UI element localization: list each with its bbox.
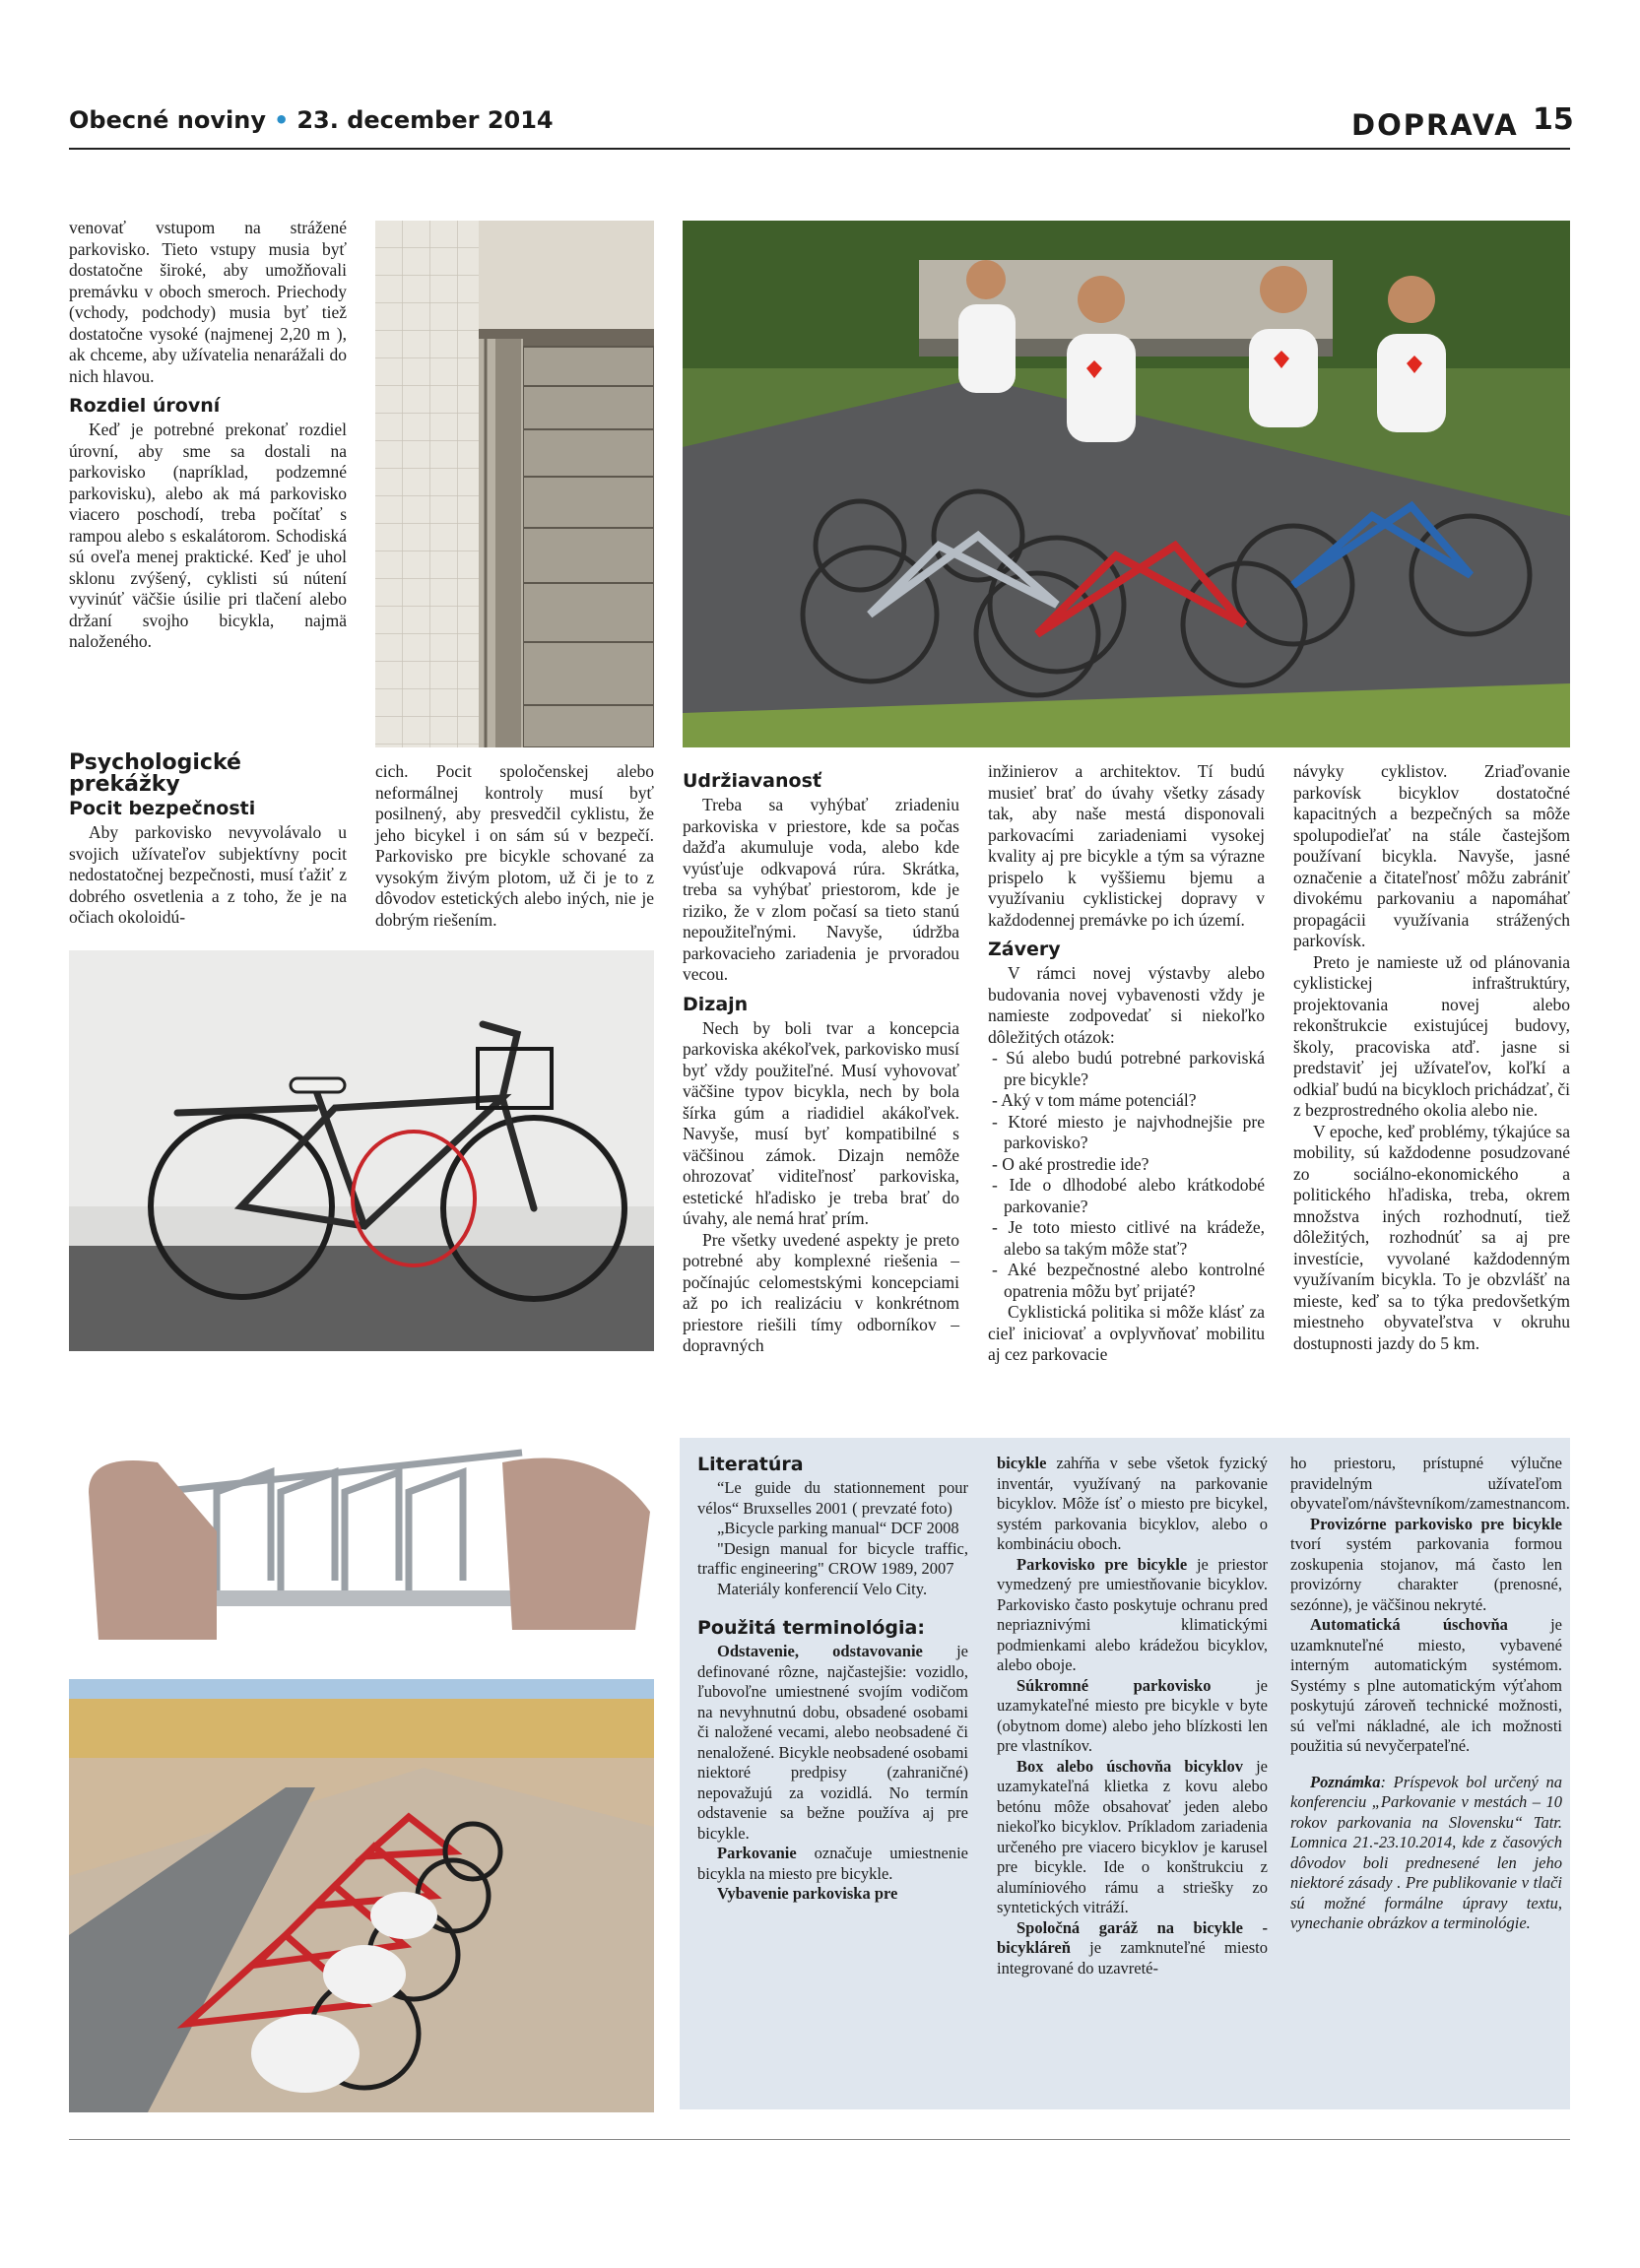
paragraph: ho priestoru, prístupné výlučne pravidelným užívateľom obyvateľom/návštevníkom/zamestnancom. xyxy=(1290,1454,1570,1513)
list-item: - Aké bezpečnostné alebo kontrolné opatrenia môžu byť prijaté? xyxy=(992,1260,1265,1301)
definition-text: označuje umiestnenie bicykla na miesto pre bicykle. xyxy=(697,1844,968,1883)
list-item: - Ide o dlhodobé alebo krátkodobé parkovanie? xyxy=(992,1175,1265,1216)
term-definition xyxy=(997,1757,1268,1918)
term-definition xyxy=(997,1676,1268,1757)
subheading-terminologia: Použitá terminológia: xyxy=(697,1617,925,1639)
term-definition xyxy=(1290,1515,1562,1616)
author-note xyxy=(1290,1773,1562,1934)
section-title: DOPRAVA xyxy=(1351,108,1519,142)
subheading-zavery: Závery xyxy=(988,939,1061,960)
term: Box alebo úschovňa bicyklov xyxy=(1017,1756,1243,1776)
subheading-udrziavanost: Udržiavanosť xyxy=(683,770,821,792)
term-definition xyxy=(1290,1615,1562,1757)
footer-rule xyxy=(69,2139,1570,2140)
photo-bike-rack xyxy=(69,1433,654,1661)
paragraph: venovať vstupom na strážené parkovisko. Tieto vstupy musia byť dostatočne široké, aby umožňovali premávku v oboch smeroch. Priechody (vchody, podchody) musia byť tiež dostatočne vysoké (najmenej 2,20 m ), ak chceme, aby užívatelia nenarážali do nich hlavou. xyxy=(69,218,347,386)
definition-text: je uzamykateľná klietka z kovu alebo betónu môže obsahovať jeden alebo niekoľko bicyklov. Príkladom zariadenia určeného pre viacero bicyklov je karusel pre bicykle. Ide o konštrukciu z alumíniového rámu a striešky zo syntetických vitráží. xyxy=(997,1756,1268,1916)
paragraph: návyky cyklistov. Zriaďovanie parkovísk bicyklov dostatočné kapacitných a bezpečných sa môže spolupodieľať na stále častejšom používaní bicykla. Navyše, jasné označenie a čitateľnosť môžu zabrániť divokému parkovaniu a napomáhať propagácii využívania strážených parkovísk. xyxy=(1293,761,1570,950)
paragraph: Pre všetky uvedené aspekty je preto potrebné aby komplexné riešenia – počínajúc celomestskými koncepciami až po ich realizáciu v konkrétnom priestore riešili tímy odborníkov – dopravných xyxy=(683,1229,959,1355)
term-definition xyxy=(997,1555,1268,1676)
questions-list xyxy=(988,1048,1265,1302)
term-definition xyxy=(697,1642,968,1844)
paragraph: inžinierov a architektov. Tí budú musieť brať do úvahy všetky zásady tak, aby naše mestá disponovali parkovacími zariadeniami vysokej kvality aj pre bicykle a tým sa výrazne prispelo k vyššiemu bjemu a využívaniu cyklistickej dopravy v každodennej premávke po ich území. xyxy=(988,761,1265,930)
note-text: : Príspevok bol určený na konferenciu „Parkovanie v mestách – 10 rokov parkovania na Slovensku“ Tatr. Lomnica 21.-23.10.2014, kde z časových dôvodov boli prednesené len jeho niektoré zásady . Pre publikovanie v tlači sú možné formálne úpravy textu, vynechanie obrázkov a terminológie. xyxy=(1290,1772,1562,1932)
paragraph: V rámci novej výstavby alebo budovania novej vybavenosti vždy je namieste zodpovedať si niekoľko dôležitých otázok: xyxy=(988,963,1265,1047)
term: Automatická úschovňa xyxy=(1310,1615,1508,1634)
column-2-psych xyxy=(375,761,654,931)
paragraph: Cyklistická politika si môže klásť za cieľ iniciovať a ovplyvňovať mobilitu aj cez parkovacie xyxy=(988,1302,1265,1364)
issue-date: 23. december 2014 xyxy=(296,106,554,134)
column-3 xyxy=(683,770,959,1357)
photo-red-public-bikes xyxy=(69,1679,654,2112)
reference: “Le guide du stationnement pour vélos“ Bruxselles 2001 ( prevzaté foto) xyxy=(697,1478,968,1518)
term-definition xyxy=(697,1884,968,1905)
term: bicykle xyxy=(997,1454,1047,1472)
definition-text: je uzamknuteľné miesto, vybavené interným automatickým systémom. Systémy s plne automatickým výťahom poskytujú zároveň technické možnosti, sú veľmi nákladné, ale ich možnosti použitia sú nevyčerpateľné. xyxy=(1290,1615,1562,1755)
paragraph: V epoche, keď problémy, týkajúce sa mobility, sú každodenne posudzované zo sociálno-ekonomického a politického hľadiska, treba, okrem množstva iných rozhodnutí, tiež dôležitých, rozhodnúť sa aj pre investície, vyvolané každodenným využívaním bicykla. To je obzvlášť na mieste, keď sa to týka predovšetkým miestneho obyvateľstva v okruhu dostupnosti jazdy do 5 km. xyxy=(1293,1121,1570,1353)
photo-cyclists xyxy=(683,221,1570,747)
term-definition xyxy=(997,1454,1268,1555)
subheading-dizajn: Dizajn xyxy=(683,993,749,1015)
sidebar-column-2 xyxy=(997,1454,1268,1978)
list-item: - Ktoré miesto je najvhodnejšie pre parkovisko? xyxy=(992,1111,1265,1152)
term: Parkovanie xyxy=(717,1844,797,1862)
term-definition xyxy=(697,1844,968,1884)
list-item: - Je toto miesto citlivé na krádeže, alebo sa takým môže stať? xyxy=(992,1217,1265,1259)
term: Odstavenie, odstavovanie xyxy=(717,1642,923,1660)
paragraph: Preto je namieste už od plánovania cyklistickej infraštruktúry, projektovania novej alebo rekonštrukcie existujúcej budovy, školy, pracoviska atď. jasne si predstaviť jej užívateľov, koľkí a odkiaľ budú na bicykloch prichádzať, či z bezprostredného okolia alebo nie. xyxy=(1293,951,1570,1120)
definition-text: je uzamykateľné miesto pre bicykle v byte (obytnom dome) alebo jeho blízkosti len pre vlastníkov. xyxy=(997,1675,1268,1755)
term: Provizórne parkovisko pre bicykle xyxy=(1310,1514,1562,1533)
definition-text: zahŕňa v sebe všetok fyzický inventár, využívaný na parkovanie bicyklov. Môže ísť o miesto pre bicykel, systém parkovania bicyklov, alebo o kombináciu oboch. xyxy=(997,1454,1268,1553)
reference: „Bicycle parking manual“ DCF 2008 xyxy=(717,1519,959,1537)
paragraph: Treba sa vyhýbať zriadeniu parkoviska v priestore, kde sa počas dažďa akumuluje voda, alebo kde vyúsťuje odkvapová rúra. Skrátka, treba sa vyhýbať priestorom, kde je riziko, že v zlom počasí sa tieto stanú nepoužiteľnými. Navyše, údržba parkovacieho zariadenia je prvoradou vecou. xyxy=(683,795,959,984)
masthead xyxy=(69,106,554,134)
paragraph: Keď je potrebné prekonať rozdiel úrovní, aby sme sa dostali na parkovisko (napríklad, podzemné parkovisku), alebo ak má parkovisko viacero poschodí, treba počítať s rampou alebo s eskalátorom. Schodiská sú oveľa menej praktické. Keď je uhol sklonu zvýšený, cyklisti sú nútení vyvinúť väčšie úsilie pri tlačení alebo držaní svojho bicykla, najmä naloženého. xyxy=(69,420,347,651)
photo-stairs-ramp xyxy=(375,221,654,747)
definition-text: je priestor vymedzený pre umiestňovanie bicyklov. Parkovisko často poskytuje ochranu pred nepriaznivými klimatickými podmienkami alebo krádežou bicyklov, alebo oboje. xyxy=(997,1554,1268,1674)
term: Parkovisko pre bicykle xyxy=(1017,1554,1188,1574)
definition-text: je zamknuteľné miesto integrované do uzavreté- xyxy=(997,1938,1268,1977)
column-5 xyxy=(1293,761,1570,1354)
paragraph: Nech by boli tvar a koncepcia parkoviska akékoľvek, parkovisko musí byť vždy použiteľné. Musí vyhovovať väčšine typov bicykla, nech by bola šírka gúm a riadidiel akákoľvek. Navyše, musí byť kompatibilné s väčšinou zámok. Dizajn nemôže ohrozovať viditeľnosť parkoviska, estetické hľadisko je treba brať do úvahy, ale nemá hrať prím. xyxy=(683,1017,959,1228)
term: Súkromné parkovisko xyxy=(1017,1675,1212,1695)
subheading-rozdiel: Rozdiel úrovní xyxy=(69,395,221,417)
separator-dot: • xyxy=(273,106,290,134)
list-item: - Sú alebo budú potrebné parkoviská pre bicykle? xyxy=(992,1048,1265,1089)
list-item: - Aký v tom máme potenciál? xyxy=(992,1090,1197,1110)
reference: "Design manual for bicycle traffic, traffic engineering" CROW 1989, 2007 xyxy=(697,1538,968,1578)
column-1-top xyxy=(69,218,347,653)
note-label: Poznámka xyxy=(1310,1772,1381,1791)
paragraph: cich. Pocit spoločenskej alebo neformálnej kontroly musí byť posilnený, aby presvedčil cyklistu, že jeho bicykel i on sám sú v bezpečí. Parkovisko pre bicykle schované za vysokým živým plotom, už či je to z dôvodov estetických alebo iných, nie je dobrým riešením. xyxy=(375,761,654,930)
definition-text: je definované rôzne, najčastejšie: vozidlo, ľubovoľne umiestnené svojím vodičom na nevyhnutnú dobu, obsadené osobami či naložené vecami, alebo neobsadené či nenaložené. Bicykle neobsadené osobami niektoré predpisy (zahraničné) nepovažujú za vozidlá. No termín odstavenie sa bežne používa aj pre bicykle. xyxy=(697,1642,968,1843)
column-1-psych xyxy=(69,746,347,929)
page-number: 15 xyxy=(1533,102,1574,137)
column-4 xyxy=(988,761,1265,1366)
term: Spoločná garáž na bicykle - bicykláreň xyxy=(997,1917,1268,1957)
heading-psychologicke: Psychologické prekážky xyxy=(69,750,241,797)
term-definition xyxy=(997,1918,1268,1979)
reference: Materiály konferencií Velo City. xyxy=(717,1579,928,1598)
paragraph: Aby parkovisko nevyvolávalo u svojich užívateľov subjektívny pocit nedostatočnej bezpečnosti, musí ťažiť z dobrého osvetlenia a z toho, že je na očiach okoloidú- xyxy=(69,822,347,927)
sidebar-column-3 xyxy=(1290,1454,1570,1934)
publication-name: Obecné noviny xyxy=(69,106,266,134)
header-rule xyxy=(69,148,1570,150)
list-item: - O aké prostredie ide? xyxy=(992,1153,1149,1174)
definition-text: tvorí systém parkovania formou zoskupenia stojanov, má často len provizórny charakter (prenosné, sezónne), je väčšinou nekryté. xyxy=(1290,1534,1562,1614)
sidebar-column-1 xyxy=(697,1454,968,1905)
term: Vybavenie parkoviska pre xyxy=(717,1884,898,1903)
subheading-literatura: Literatúra xyxy=(697,1454,804,1475)
subheading-pocit: Pocit bezpečnosti xyxy=(69,798,256,819)
photo-bicycle-lock xyxy=(69,950,654,1351)
